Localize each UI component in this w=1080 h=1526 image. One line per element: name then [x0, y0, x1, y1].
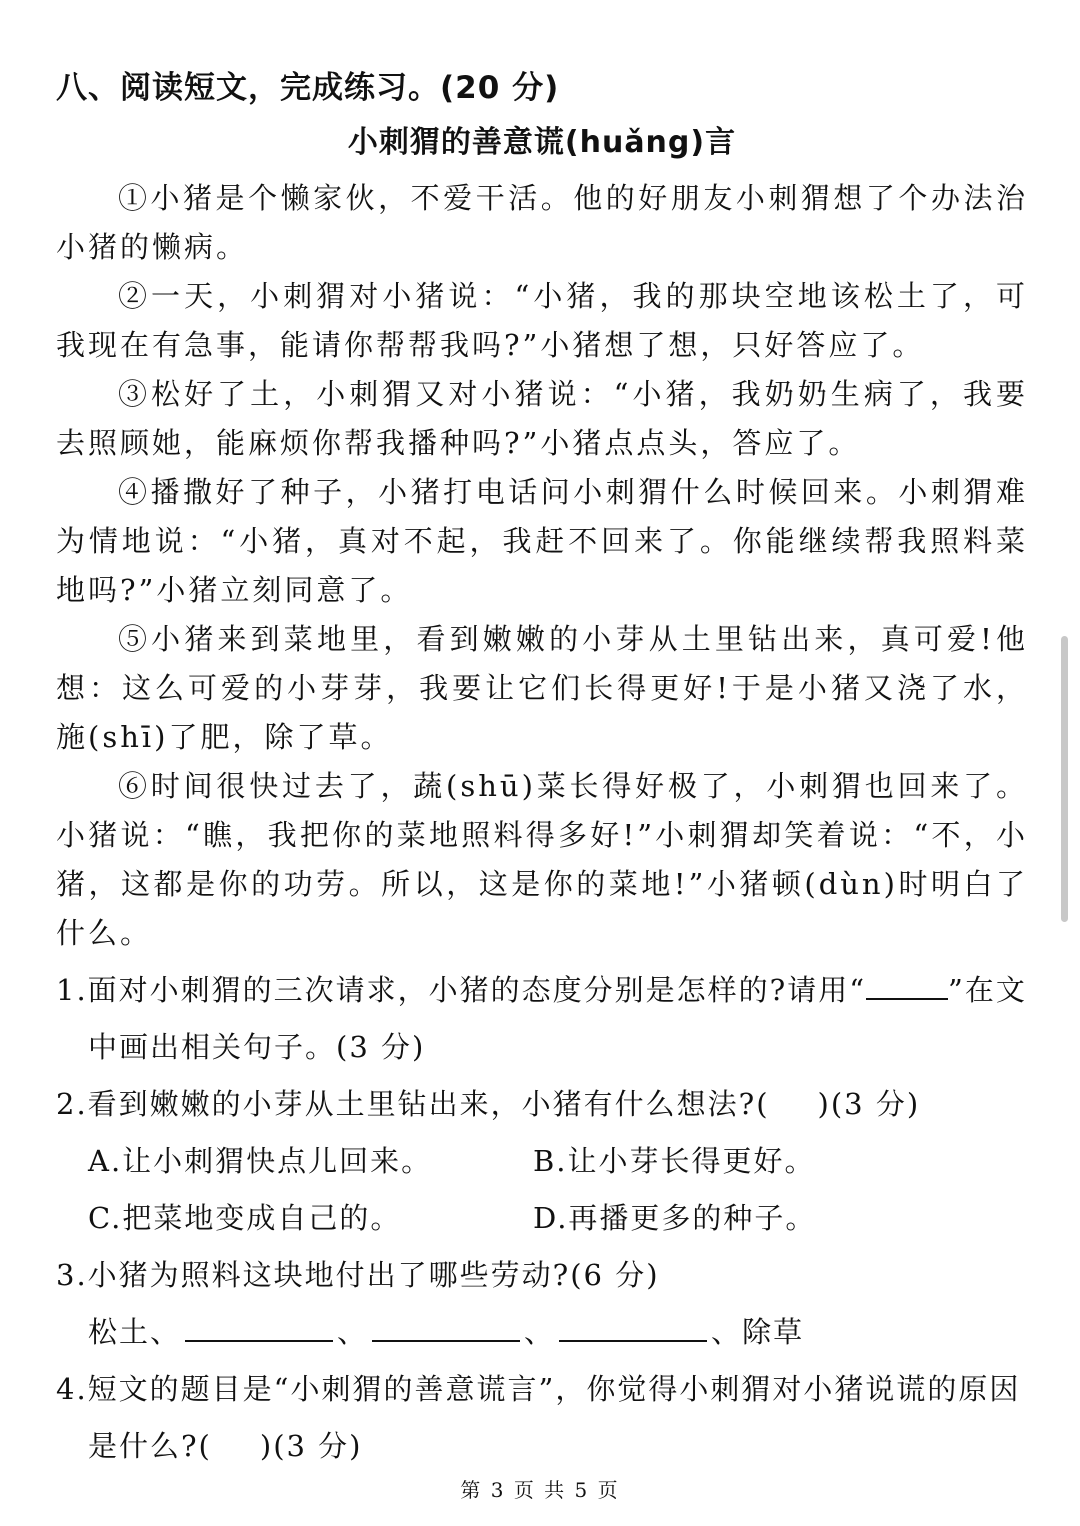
section-heading: 八、阅读短文，完成练习。(20 分) [56, 70, 560, 106]
question-3-fill-line [56, 1304, 1028, 1361]
fill-end: 除草 [742, 1315, 805, 1349]
option-d: D.再播更多的种子。 [533, 1201, 817, 1235]
question-2 [56, 1076, 1028, 1133]
fill-blank-2[interactable] [372, 1314, 520, 1342]
story-paragraph-1: ①小猪是个懒家伙，不爱干活。他的好朋友小刺猬想了个办法治小猪的懒病。 [56, 181, 1028, 264]
question-3: 3.小猪为照料这块地付出了哪些劳动?(6 分) [56, 1258, 660, 1292]
fill-blank-1[interactable] [185, 1314, 333, 1342]
story-body [56, 174, 1028, 958]
question-4 [56, 1361, 1028, 1475]
question-4-text-start: 4.短文的题目是“小刺猬的善意谎言”，你觉得小刺猬对小猪说谎的原因是什么?( [56, 1372, 1021, 1463]
fill-separator-3: 、 [711, 1315, 743, 1349]
story-title: 小刺猬的善意谎(huǎng)言 [347, 125, 737, 160]
question-1-underline-sample [866, 972, 948, 1000]
option-a: A.让小刺猬快点儿回来。 [88, 1144, 433, 1178]
question-1 [56, 962, 1028, 1076]
fill-start: 松土、 [88, 1315, 182, 1349]
option-b: B.让小芽长得更好。 [533, 1144, 816, 1178]
question-2-options [56, 1133, 1028, 1247]
question-4-text-end: )(3 分) [259, 1429, 363, 1463]
story-paragraph-5: ⑤小猪来到菜地里，看到嫩嫩的小芽从土里钻出来，真可爱!他想：这么可爱的小芽芽，我要让它们长得更好!于是小猪又浇了水，施(shī)了肥，除了草。 [56, 622, 1028, 754]
fill-separator-2: 、 [524, 1315, 556, 1349]
fill-blank-3[interactable] [559, 1314, 707, 1342]
story-paragraph-4: ④播撒好了种子，小猪打电话问小刺猬什么时候回来。小刺猬难为情地说：“小猪，真对不起，我赶不回来了。你能继续帮我照料菜地吗?”小猪立刻同意了。 [56, 475, 1028, 607]
questions [56, 962, 1028, 1475]
question-2-text-end: )(3 分) [817, 1087, 921, 1121]
question-1-text-start: 1.面对小刺猬的三次请求，小猪的态度分别是怎样的?请用“ [56, 973, 867, 1007]
option-c: C.把菜地变成自己的。 [88, 1201, 402, 1235]
question-1-text-end: ”在文中画出相关句子。(3 分) [88, 973, 1027, 1064]
story-paragraph-2: ②一天，小刺猬对小猪说：“小猪，我的那块空地该松土了，可我现在有急事，能请你帮帮我吗?”小猪想了想，只好答应了。 [56, 279, 1028, 362]
story-paragraph-6: ⑥时间很快过去了，蔬(shū)菜长得好极了，小刺猬也回来了。小猪说：“瞧，我把你的菜地照料得多好!”小刺猬却笑着说：“不，小猪，这都是你的功劳。所以，这是你的菜地!”小猪顿(dùn)时明白了什么。 [56, 769, 1028, 950]
scrollbar-thumb[interactable] [1061, 636, 1068, 922]
page-footer: 第 3 页 共 5 页 [460, 1478, 620, 1502]
story-paragraph-3: ③松好了土，小刺猬又对小猪说：“小猪，我奶奶生病了，我要去照顾她，能麻烦你帮我播种吗?”小猪点点头，答应了。 [56, 377, 1028, 460]
fill-separator-1: 、 [337, 1315, 369, 1349]
question-2-text-start: 2.看到嫩嫩的小芽从土里钻出来，小猪有什么想法?( [56, 1087, 770, 1121]
